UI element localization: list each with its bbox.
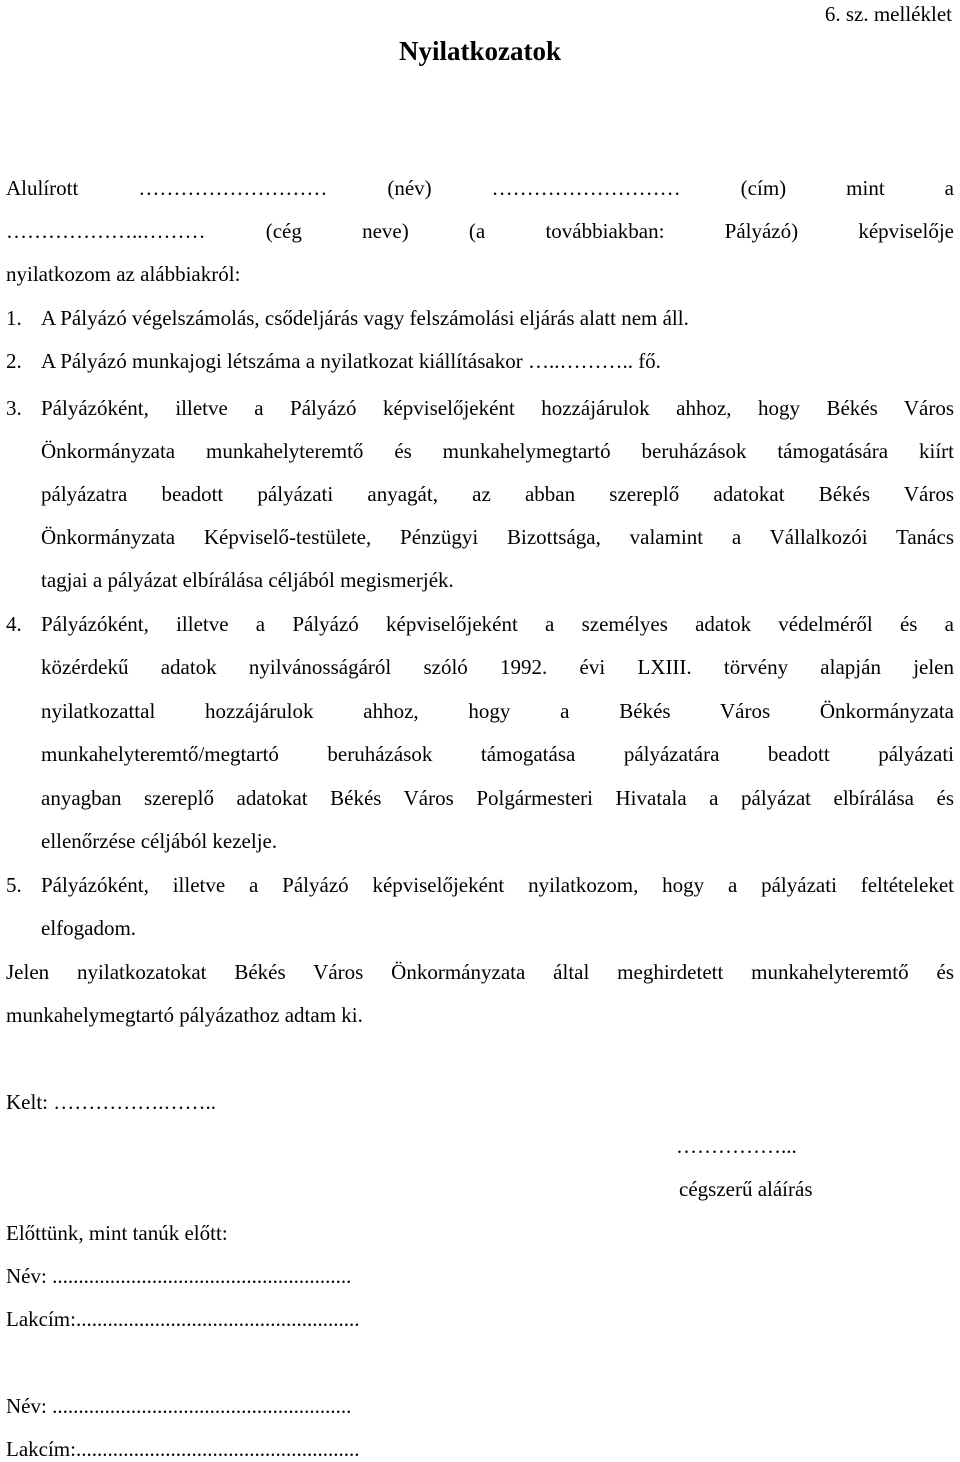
- item-3-line-1: Pályázóként, illetve a Pályázó képviselőjeként hozzájárulok ahhoz, hogy Békés Város: [41, 396, 954, 420]
- item-3-line-4: Önkormányzata Képviselő-testülete, Pénzügyi Bizottsága, valamint a Vállalkozói Tanács: [41, 525, 954, 549]
- witness-1-address: Lakcím:......................................................: [6, 1307, 360, 1331]
- item-4-line-5: anyagban szereplő adatokat Békés Város Polgármesteri Hivatala a pályázat elbírálása és: [41, 786, 954, 810]
- date-field: Kelt: …………….……..: [6, 1090, 216, 1114]
- item-4-line-4: munkahelyteremtő/megtartó beruházások támogatása pályázatára beadott pályázati: [41, 742, 954, 766]
- item-4-line-2: közérdekű adatok nyilvánosságáról szóló 1992. évi LXIII. törvény alapján jelen: [41, 655, 954, 679]
- witness-1-name: Név: .........................................................: [6, 1264, 352, 1288]
- attachment-number: 6. sz. melléklet: [824, 2, 952, 26]
- item-5-number: 5.: [6, 873, 22, 897]
- item-3-line-2: Önkormányzata munkahelyteremtő és munkahelymegtartó beruházások támogatására kiírt: [41, 439, 954, 463]
- intro-line-1: Alulírott ……………………… (név) ……………………… (cím) mint a: [6, 176, 954, 200]
- witness-2-address: Lakcím:......................................................: [6, 1437, 360, 1461]
- item-4-number: 4.: [6, 612, 22, 636]
- item-1-line: A Pályázó végelszámolás, csődeljárás vagy felszámolási eljárás alatt nem áll.: [41, 306, 689, 330]
- witnesses-heading: Előttünk, mint tanúk előtt:: [6, 1221, 228, 1245]
- closing-line-2: munkahelymegtartó pályázathoz adtam ki.: [6, 1003, 363, 1027]
- item-4-line-6: ellenőrzése céljából kezelje.: [41, 829, 278, 853]
- signature-line: ……………...: [676, 1134, 797, 1158]
- item-3-number: 3.: [6, 396, 22, 420]
- signature-label: cégszerű aláírás: [679, 1177, 813, 1201]
- closing-line-1: Jelen nyilatkozatokat Békés Város Önkormányzata által meghirdetett munkahelyteremtő és: [6, 960, 954, 984]
- item-4-line-3: nyilatkozattal hozzájárulok ahhoz, hogy a Békés Város Önkormányzata: [41, 699, 954, 723]
- item-3-line-3: pályázatra beadott pályázati anyagát, az abban szereplő adatokat Békés Város: [41, 482, 954, 506]
- intro-line-3: nyilatkozom az alábbiakról:: [6, 262, 241, 286]
- item-2-number: 2.: [6, 349, 22, 373]
- item-1-number: 1.: [6, 306, 22, 330]
- document-title: Nyilatkozatok: [399, 36, 561, 66]
- witness-2-name: Név: .........................................................: [6, 1394, 352, 1418]
- item-3-line-5: tagjai a pályázat elbírálása céljából megismerjék.: [41, 568, 454, 592]
- intro-line-2: ………………..……… (cég neve) (a továbbiakban: Pályázó) képviselője: [6, 219, 954, 243]
- item-2-line: A Pályázó munkajogi létszáma a nyilatkozat kiállításakor …..……….. fő.: [41, 349, 661, 373]
- item-5-line-1: Pályázóként, illetve a Pályázó képviselőjeként nyilatkozom, hogy a pályázati feltételeket: [41, 873, 954, 897]
- item-5-line-2: elfogadom.: [41, 916, 137, 940]
- item-4-line-1: Pályázóként, illetve a Pályázó képviselőjeként a személyes adatok védelméről és a: [41, 612, 954, 636]
